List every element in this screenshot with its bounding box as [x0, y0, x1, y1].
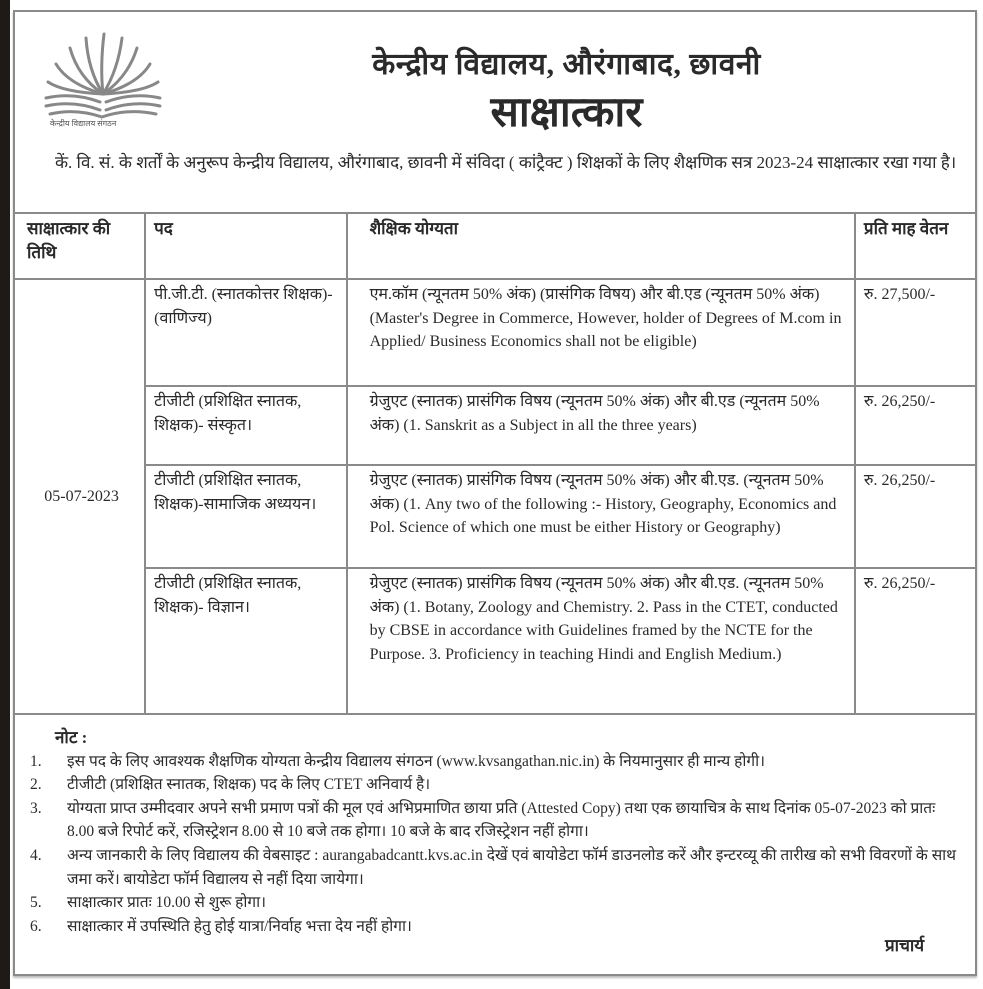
post-cell: टीजीटी (प्रशिक्षित स्नातक, शिक्षक)- संस्कृत।	[145, 386, 346, 465]
note-item	[30, 773, 960, 797]
note-text: साक्षात्कार में उपस्थिति हेतु होई यात्रा/निर्वाह भत्ता देय नहीं होगा।	[67, 917, 412, 935]
note-text: योग्यता प्राप्त उम्मीदवार अपने सभी प्रमाण पत्रों की मूल एवं अभिप्रमाणित छाया प्रति (Attested Copy) तथा एक छायाचित्र के साथ दिनांक 05-07-2023 को प्रातः 8.00 बजे रिपोर्ट करें, रजिस्ट्रेशन 8.00 से 10 बजे तक होगा। 10 बजे के बाद रजिस्ट्रेशन नहीं होगा।	[67, 799, 936, 841]
logo-caption: केन्द्रीय विद्यालय संगठन	[50, 119, 117, 128]
header-post: पद	[145, 213, 346, 279]
post-cell: टीजीटी (प्रशिक्षित स्नातक, शिक्षक)-सामाजिक अध्ययन।	[145, 465, 346, 568]
header-qualification: शैक्षिक योग्यता	[347, 213, 855, 279]
note-text: इस पद के लिए आवश्यक शैक्षणिक योग्यता केन्द्रीय विद्यालय संगठन (www.kvsangathan.nic.in) के नियमानुसार ही मान्य होगी।	[67, 752, 765, 770]
note-number: 3.	[30, 799, 42, 817]
table-row	[14, 386, 976, 465]
header-date: साक्षात्कार की तिथि	[14, 213, 145, 279]
note-number: 4.	[30, 846, 42, 864]
interview-date: 05-07-2023	[14, 279, 145, 714]
table-row	[14, 568, 976, 714]
salary-cell: रु. 27,500/-	[855, 279, 976, 386]
dark-edge	[0, 0, 10, 989]
note-number: 1.	[30, 752, 42, 770]
note-item	[30, 750, 960, 774]
page-title: साक्षात्कार	[490, 90, 643, 136]
qualification-cell: ग्रेजुएट (स्नातक) प्रासंगिक विषय (न्यूनतम 50% अंक) और बी.एड. (न्यूनतम 50% अंक) (1. Any two of the following :- History, Geography, Economics and Pol. Science of which one must be either History or Geography)	[347, 465, 855, 568]
vacancy-table	[13, 212, 977, 715]
post-cell: पी.जी.टी. (स्नातकोत्तर शिक्षक)- (वाणिज्य)	[145, 279, 346, 386]
intro-paragraph: कें. वि. सं. के शर्तों के अनुरूप केन्द्रीय विद्यालय, औरंगाबाद, छावनी में संविदा ( कांट्रैक्ट ) शिक्षकों के लिए शैक्षणिक सत्र 2023-24 साक्षात्कार रखा गया है।	[55, 153, 957, 172]
note-item	[30, 844, 960, 891]
qualification-cell: ग्रेजुएट (स्नातक) प्रासंगिक विषय (न्यूनतम 50% अंक) और बी.एड (न्यूनतम 50% अंक) (1. Sanskrit as a Subject in all the three years)	[347, 386, 855, 465]
notes-title: नोट :	[55, 728, 88, 747]
qualification-cell: ग्रेजुएट (स्नातक) प्रासंगिक विषय (न्यूनतम 50% अंक) और बी.एड. (न्यूनतम 50% अंक) (1. Botany, Zoology and Chemistry. 2. Pass in the CTET, conducted by CBSE in accordance with Guidelines framed by the NCTE for the Purpose. 3. Proficiency in teaching Hindi and English Medium.)	[347, 568, 855, 714]
table-row	[14, 465, 976, 568]
salary-cell: रु. 26,250/-	[855, 465, 976, 568]
note-item	[30, 915, 960, 939]
school-title: केन्द्रीय विद्यालय, औरंगाबाद, छावनी	[372, 48, 761, 81]
principal-signature: प्राचार्य	[885, 936, 925, 955]
post-cell: टीजीटी (प्रशिक्षित स्नातक, शिक्षक)- विज्ञान।	[145, 568, 346, 714]
table-header-row	[14, 213, 976, 279]
table-row	[14, 279, 976, 386]
note-text: साक्षात्कार प्रातः 10.00 से शुरू होगा।	[67, 894, 267, 912]
note-number: 6.	[30, 917, 42, 935]
note-text: टीजीटी (प्रशिक्षित स्नातक, शिक्षक) पद के लिए CTET अनिवार्य है।	[67, 776, 431, 794]
header-salary: प्रति माह वेतन	[855, 213, 976, 279]
note-number: 2.	[30, 776, 42, 794]
note-text: अन्य जानकारी के लिए विद्यालय की वेबसाइट : aurangabadcantt.kvs.ac.in देखें एवं बायोडेटा फॉर्म डाउनलोड करें और इन्टरव्यू की तारीख को सभी विवरणों के साथ जमा करें। बायोडेटा फॉर्म विद्यालय से नहीं दिया जायेगा।	[67, 846, 957, 888]
salary-cell: रु. 26,250/-	[855, 386, 976, 465]
note-item	[30, 797, 960, 844]
notes-section	[30, 726, 960, 938]
note-number: 5.	[30, 894, 42, 912]
qualification-cell: एम.कॉम (न्यूनतम 50% अंक) (प्रासंगिक विषय) और बी.एड (न्यूनतम 50% अंक) (Master's Degree in Commerce, However, holder of Degrees of M.com in Applied/ Business Economics shall not be eligible)	[347, 279, 855, 386]
note-item	[30, 891, 960, 915]
salary-cell: रु. 26,250/-	[855, 568, 976, 714]
